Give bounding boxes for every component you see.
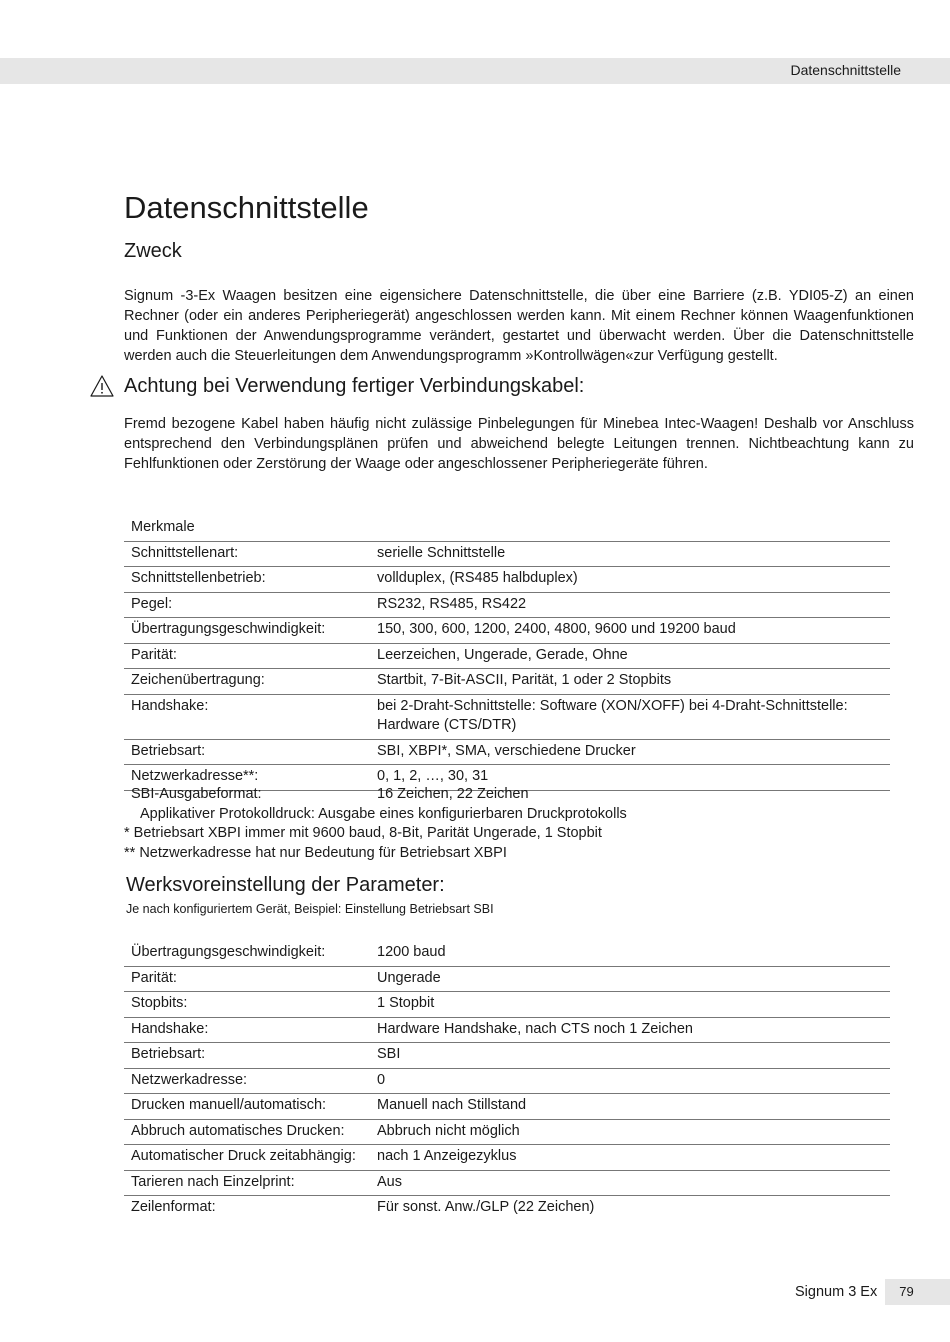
features-notes — [124, 785, 894, 863]
row-key: Übertragungsgeschwindigkeit: — [124, 618, 370, 644]
row-key: Drucken manuell/automatisch: — [124, 1094, 370, 1120]
row-key: Betriebsart: — [124, 739, 370, 765]
features-heading: Merkmale — [124, 516, 890, 541]
row-key: Schnittstellenbetrieb: — [124, 567, 370, 593]
row-value: bei 2-Draht-Schnittstelle: Software (XON/XOFF) bei 4-Draht-Schnittstelle: Hardware (CTS/DTR) — [370, 694, 890, 739]
row-value: SBI, XBPI*, SMA, verschiedene Drucker — [370, 739, 890, 765]
table-row — [124, 618, 890, 644]
row-value: 0, 1, 2, …, 30, 31 — [370, 765, 890, 791]
table-row — [124, 1043, 890, 1069]
row-value: Ungerade — [370, 966, 890, 992]
row-value: 1200 baud — [370, 941, 890, 966]
table-row — [124, 941, 890, 966]
table-row — [124, 1196, 890, 1221]
table-row — [124, 669, 890, 695]
defaults-subheading: Je nach konfiguriertem Gerät, Beispiel: Einstellung Betriebsart SBI — [126, 902, 494, 916]
table-row — [124, 1170, 890, 1196]
table-row — [124, 541, 890, 567]
row-value: Für sonst. Anw./GLP (22 Zeichen) — [377, 1199, 595, 1215]
output-format-key: SBI-Ausgabeformat: — [131, 786, 262, 802]
row-value: Leerzeichen, Ungerade, Gerade, Ohne — [370, 643, 890, 669]
row-key: Tarieren nach Einzelprint: — [124, 1170, 370, 1196]
row-key: Betriebsart: — [124, 1043, 370, 1069]
row-key: Übertragungsgeschwindigkeit: — [124, 941, 370, 966]
row-value: 0 — [370, 1068, 890, 1094]
footnote-xbpi: * Betriebsart XBPI immer mit 9600 baud, 8-Bit, Parität Ungerade, 1 Stopbit — [124, 825, 602, 841]
footer-product: Signum 3 Ex — [795, 1284, 878, 1300]
row-key: Schnittstellenart: — [124, 541, 370, 567]
row-value: Startbit, 7-Bit-ASCII, Parität, 1 oder 2 Stopbits — [370, 669, 890, 695]
row-key: Automatischer Druck zeitabhängig: — [124, 1145, 370, 1171]
row-key: Parität: — [124, 643, 370, 669]
row-key: Netzwerkadresse: — [124, 1068, 370, 1094]
row-value: vollduplex, (RS485 halbduplex) — [370, 567, 890, 593]
warning-heading: Achtung bei Verwendung fertiger Verbindungskabel: — [124, 374, 585, 397]
row-key: Netzwerkadresse**: — [124, 765, 370, 791]
row-value: Manuell nach Stillstand — [370, 1094, 890, 1120]
defaults-table — [124, 941, 890, 1221]
output-format-row — [124, 785, 894, 805]
page-number: 79 — [885, 1279, 950, 1305]
table-row — [124, 1017, 890, 1043]
row-value: SBI — [370, 1043, 890, 1069]
features-table — [124, 516, 890, 791]
features-header-row — [124, 516, 890, 541]
row-value: 150, 300, 600, 1200, 2400, 4800, 9600 und 19200 baud — [370, 618, 890, 644]
table-row — [124, 567, 890, 593]
row-value: serielle Schnittstelle — [370, 541, 890, 567]
page-title: Datenschnittstelle — [124, 190, 369, 225]
output-format-value: 16 Zeichen, 22 Zeichen — [377, 786, 529, 802]
table-row — [124, 1094, 890, 1120]
warning-triangle-icon — [90, 374, 114, 398]
table-row — [124, 1145, 890, 1171]
row-key: Parität: — [124, 966, 370, 992]
row-key: Zeilenformat: — [131, 1199, 216, 1215]
row-key: Handshake: — [124, 1017, 370, 1043]
row-value: Hardware Handshake, nach CTS noch 1 Zeichen — [370, 1017, 890, 1043]
defaults-heading: Werksvoreinstellung der Parameter: — [126, 874, 445, 896]
print-protocol-line: Applikativer Protokolldruck: Ausgabe eines konfigurierbaren Druckprotokolls — [140, 805, 627, 822]
table-row — [124, 1119, 890, 1145]
purpose-heading: Zweck — [124, 240, 182, 262]
table-row — [124, 739, 890, 765]
row-value: nach 1 Anzeigezyklus — [370, 1145, 890, 1171]
header-bar — [0, 58, 950, 84]
row-value: Abbruch nicht möglich — [370, 1119, 890, 1145]
row-key: Stopbits: — [124, 992, 370, 1018]
warning-text: Fremd bezogene Kabel haben häufig nicht zulässige Pinbelegungen für Minebea Intec-Waagen! Deshalb vor Anschluss entsprechend den Verbindungsplänen prüfen und abweichend belegte Leitungen trennen. Nichtbeachtung kann zu Fehlfunktionen oder Zerstörung der Waage oder angeschlossener Peripheriegeräte führen. — [124, 416, 914, 472]
table-row — [124, 643, 890, 669]
table-row — [124, 1068, 890, 1094]
row-key: Handshake: — [124, 694, 370, 739]
purpose-text: Signum -3-Ex Waagen besitzen eine eigensichere Datenschnittstelle, die über eine Barriere (z.B. YDI05-Z) an einen Rechner (oder ein anderes Peripheriegerät) angeschlossen werden kann. Mit einem Rechner können Waagenfunktionen und Funktionen der Anwendungsprogramme verändert, gestartet und überwacht werden. Über die Datenschnittstelle werden auch die Steuerleitungen dem Anwendungsprogramm »Kontrollwägen«zur Verfügung gestellt. — [124, 288, 914, 364]
row-key: Zeichenübertragung: — [124, 669, 370, 695]
table-row — [124, 992, 890, 1018]
row-value: RS232, RS485, RS422 — [370, 592, 890, 618]
table-row — [124, 592, 890, 618]
row-value: Aus — [370, 1170, 890, 1196]
row-value: 1 Stopbit — [370, 992, 890, 1018]
header-section-title: Datenschnittstelle — [790, 62, 901, 78]
row-key: Abbruch automatisches Drucken: — [124, 1119, 370, 1145]
row-key: Pegel: — [124, 592, 370, 618]
table-row — [124, 966, 890, 992]
warning-heading-row — [90, 374, 584, 398]
table-row — [124, 694, 890, 739]
footnote-network-address: ** Netzwerkadresse hat nur Bedeutung für Betriebsart XBPI — [124, 844, 507, 861]
